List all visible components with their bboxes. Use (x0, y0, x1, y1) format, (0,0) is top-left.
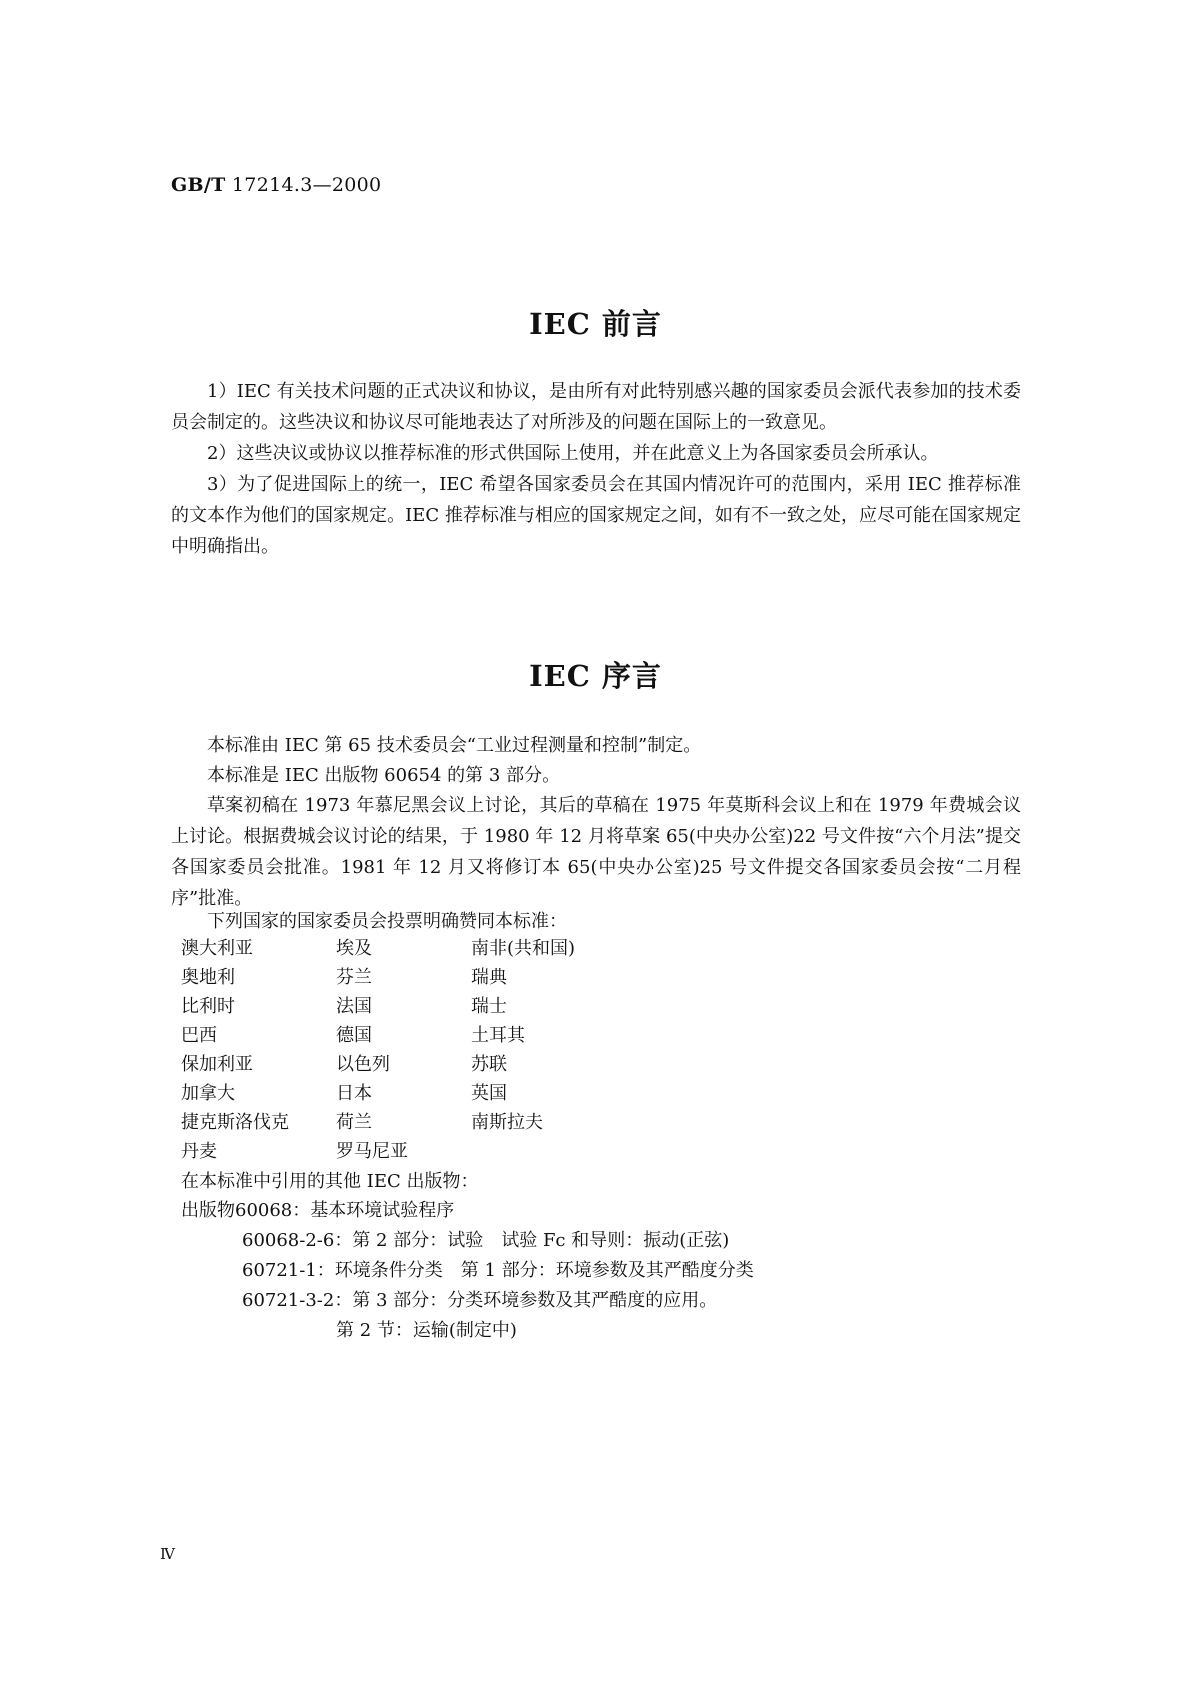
country: 苏联 (471, 1054, 507, 1075)
country: 瑞士 (471, 996, 507, 1017)
code-number: 17214.3—2000 (231, 174, 382, 196)
foreword-paragraph-3: 3）为了促进国际上的统一，IEC 希望各国家委员会在其国内情况许可的范围内，采用 IEC 推荐标准的文本作为他们的国家规定。IEC 推荐标准与相应的国家规定之间，如有不一致之处，应尽可能在国家规定中明确指出。 (171, 474, 1021, 557)
country: 法国 (336, 996, 372, 1017)
country: 瑞典 (471, 967, 507, 988)
country: 澳大利亚 (181, 938, 253, 959)
preface-title: IEC 序言 (529, 659, 662, 693)
country: 保加利亚 (181, 1054, 253, 1075)
country: 日本 (336, 1083, 372, 1104)
document-code (171, 174, 381, 196)
country: 以色列 (336, 1054, 390, 1075)
country: 芬兰 (336, 967, 372, 988)
preface-paragraph-2: 本标准是 IEC 出版物 60654 的第 3 部分。 (207, 765, 561, 786)
foreword-paragraph-1: 1）IEC 有关技术问题的正式决议和协议，是由所有对此特别感兴趣的国家委员会派代表参加的技术委员会制定的。这些决议和协议尽可能地表达了对所涉及的问题在国际上的一致意见。 (171, 381, 1021, 433)
country: 德国 (336, 1025, 372, 1046)
publication-item: 第 2 节：运输(制定中) (336, 1320, 517, 1341)
publication-item: 出版物60068：基本环境试验程序 (181, 1200, 455, 1221)
code-prefix: GB/T (171, 174, 226, 196)
country: 南斯拉夫 (471, 1112, 543, 1133)
preface-paragraph-3: 草案初稿在 1973 年慕尼黑会议上讨论，其后的草稿在 1975 年莫斯科会议上和在 1979 年费城会议上讨论。根据费城会议讨论的结果，于 1980 年 12 月将草案 65(中央办公室)22 号文件按“六个月法”提交各国家委员会批准。1981 年 12 月又将修订本 65(中央办公室)25 号文件提交各国家委员会按“二月程序”批准。 (171, 795, 1021, 909)
country: 荷兰 (336, 1112, 372, 1133)
preface-paragraph-5: 在本标准中引用的其他 IEC 出版物： (181, 1171, 479, 1192)
foreword-title: IEC 前言 (529, 307, 662, 341)
page-number: Ⅳ (160, 1545, 175, 1563)
country: 南非(共和国) (471, 938, 576, 959)
country: 比利时 (181, 996, 235, 1017)
country: 罗马尼亚 (336, 1141, 408, 1162)
publication-item: 60721-1：环境条件分类 第 1 部分：环境参数及其严酷度分类 (242, 1260, 754, 1281)
country: 捷克斯洛伐克 (181, 1112, 289, 1133)
publication-item: 60721-3-2：第 3 部分：分类环境参数及其严酷度的应用。 (242, 1290, 718, 1311)
country: 加拿大 (181, 1083, 235, 1104)
preface-paragraph-4: 下列国家的国家委员会投票明确赞同本标准： (207, 911, 567, 932)
foreword-paragraph-2: 2）这些决议或协议以推荐标准的形式供国际上使用，并在此意义上为各国家委员会所承认。 (207, 443, 939, 464)
country: 奥地利 (181, 967, 235, 988)
publication-item: 60068-2-6：第 2 部分：试验 试验 Fc 和导则：振动(正弦) (242, 1230, 730, 1251)
country: 埃及 (336, 938, 372, 959)
country: 土耳其 (471, 1025, 525, 1046)
country: 巴西 (181, 1025, 217, 1046)
country: 丹麦 (181, 1141, 217, 1162)
preface-paragraph-1: 本标准由 IEC 第 65 技术委员会“工业过程测量和控制”制定。 (207, 735, 702, 756)
country: 英国 (471, 1083, 507, 1104)
